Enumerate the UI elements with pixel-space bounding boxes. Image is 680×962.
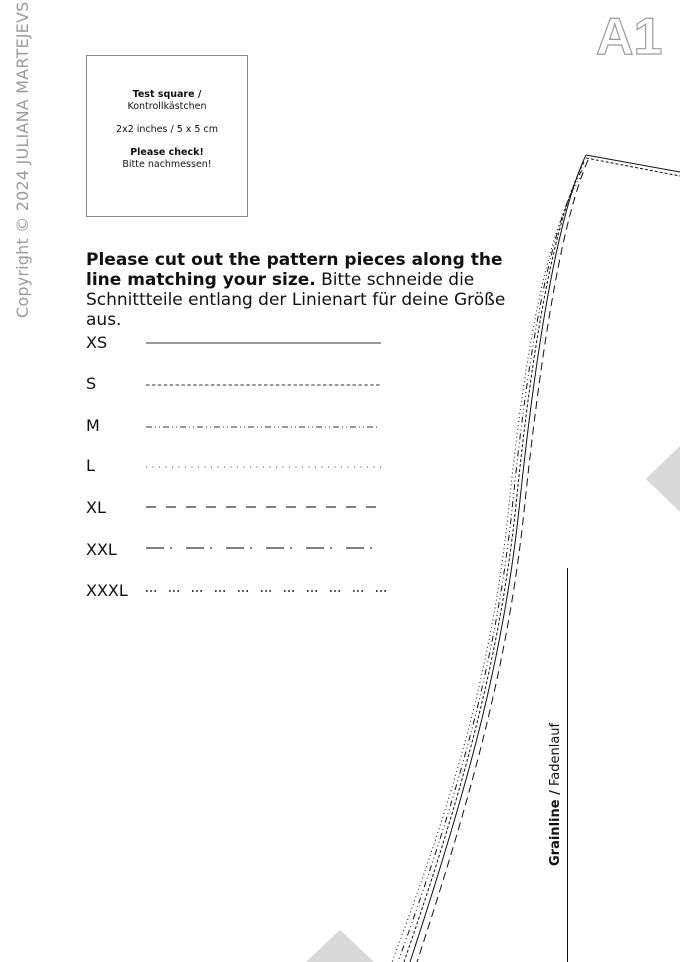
size-label-xxxl: XXXL	[86, 581, 128, 600]
notch-triangle-right	[646, 446, 680, 512]
size-label-xl: XL	[86, 498, 106, 517]
grainline-label-normal: Fadenlauf	[548, 722, 563, 787]
test-square-title-de: Kontrollkästchen	[127, 101, 207, 112]
grainline-label	[548, 723, 563, 866]
size-label-xs: XS	[86, 333, 108, 352]
size-label-s: S	[86, 374, 97, 393]
grainline-arrow	[567, 568, 568, 962]
instructions-bold: Please cut out the pattern pieces along the line matching your size.	[86, 250, 503, 290]
test-square-check: Please check!	[130, 147, 204, 158]
test-square-dimensions: 2x2 inches / 5 x 5 cm	[116, 124, 218, 135]
size-label-l: L	[86, 456, 95, 475]
grainline-label-bold: Grainline /	[548, 790, 563, 866]
size-label-m: M	[86, 416, 100, 435]
notch-triangle-bottom	[306, 930, 374, 962]
test-square-title: Test square /	[132, 89, 202, 100]
page-label-text: A1	[596, 8, 663, 58]
test-square-check-de: Bitte nachmessen!	[122, 159, 212, 170]
copyright-notice: Copyright © 2024 JULIANA MARTEJEVS	[13, 1, 32, 318]
size-label-xxl: XXL	[86, 540, 117, 559]
instructions-normal: Bitte schneide die Schnittteile entlang der Linienart für deine Größe aus.	[86, 270, 506, 330]
